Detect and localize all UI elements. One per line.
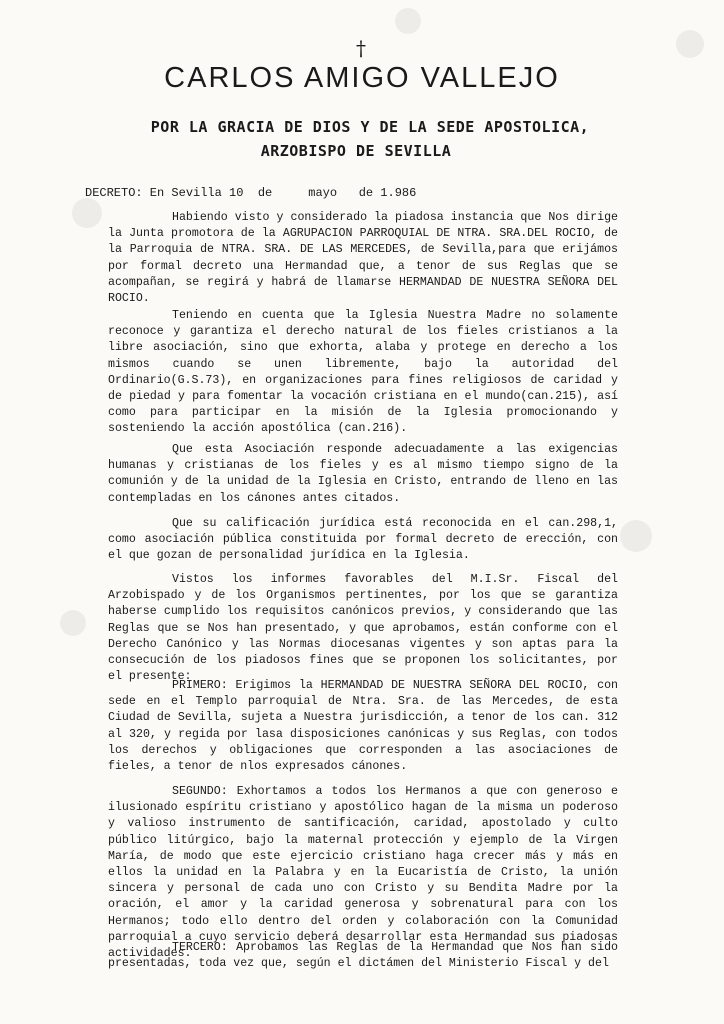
decree-day: 10: [229, 186, 244, 200]
cross-symbol: †: [356, 36, 366, 60]
subtitle-line-1: POR LA GRACIA DE DIOS Y DE LA SEDE APOSTOLICA,: [150, 118, 590, 136]
scan-speck: [620, 520, 652, 552]
decree-label: DECRETO: En Sevilla: [85, 186, 222, 200]
decree-date-line: [85, 186, 416, 200]
paragraph-church-rights: Teniendo en cuenta que la Iglesia Nuestra Madre no solamente reconoce y garantiza el derecho natural de los fieles cristianos a la libre asociación, sino que exhorta, alaba y protege en derecho a los mismos cuando se unen libremente, bajo la autoridad del Ordinario(G.S.73), en organizaciones para fines religiosos de caridad y de piedad y para fomentar la vocación cristiana en el mundo(can.215), así como para participar en la misión de la Iglesia promocionando y sosteniendo la acción apostólica (can.216).: [108, 309, 618, 436]
scan-speck: [676, 30, 704, 58]
paragraph-petition: Habiendo visto y considerado la piadosa instancia que Nos dirige la Junta promotora de la AGRUPACION PARROQUIAL DE NTRA. SRA.DEL ROCIO, de la Parroquia de NTRA. SRA. DE LAS MERCEDES, de Sevilla,para que erijámos por formal decreto una Hermandad que, a tenor de sus Reglas que se acompañan, se regirá y habrá de llamarse HERMANDAD DE NUESTRA SEÑORA DEL ROCIO.: [108, 211, 618, 306]
scan-speck: [60, 610, 86, 636]
decree-month: mayo: [308, 186, 338, 200]
decree-year: 1.986: [380, 186, 417, 200]
scan-speck: [395, 8, 421, 34]
scan-speck: [72, 198, 102, 228]
paragraph-reports: Vistos los informes favorables del M.I.Sr. Fiscal del Arzobispado y de los Organismos pertinentes, por los que se garantiza haberse cumplido los requisitos canónicos previos, y considerando que las Reglas que se Nos han presentado, y que aprobamos, están conforme con el Derecho Canónico y las Normas diocesanas vigentes y son aptas para la consecución de los piadosos fines que se proponen los solicitantes, por el presente:: [108, 573, 618, 684]
archbishop-name: CARLOS AMIGO VALLEJO: [164, 62, 560, 94]
decree-de-1: de: [257, 186, 273, 200]
paragraph-segundo: SEGUNDO: Exhortamos a todos los Hermanos a que con generoso e ilusionado espíritu cristiano y apostólico hagan de la misma un poderoso y valioso instrumento de santificación, caridad, apostolado y culto público litúrgico, bajo la maternal protección y ejemplo de la Virgen María, de modo que este ejercicio cristiano haga crecer más y más en ellos la unidad en la Palabra y en la Eucaristía de Cristo, la unión sincera y personal de cada uno con Cristo y su Bendita Madre por la oración, el amor y la caridad generosa y sobrenatural para con los Hermanos; todo ello dentro del orden y colaboración con la Comunidad parroquial a cuyo servicio deberá desarrollar esta Hermandad sus piadosas actividades.: [108, 785, 618, 961]
paragraph-association-fit: Que esta Asociación responde adecuadamente a las exigencias humanas y cristianas de los fieles y es al mismo tiempo signo de la comunión y de la unidad de la Iglesia en Cristo, entrando de lleno en las contempladas en los cánones antes citados.: [108, 443, 618, 505]
paragraph-primero: PRIMERO: Erigimos la HERMANDAD DE NUESTRA SEÑORA DEL ROCIO, con sede en el Templo parroquial de Ntra. Sra. de las Mercedes, de esta Ciudad de Sevilla, sujeta a Nuestra jurisdicción, a tenor de los can. 312 al 320, y regida por lasa disposiciones canónicas y sus Reglas, con todos los derechos y obligaciones que corresponden a las asociaciones de fieles, a tenor de nlos expresados cánones.: [108, 679, 618, 774]
decree-de-2: de: [358, 186, 374, 200]
subtitle-line-2: ARZOBISPO DE SEVILLA: [260, 142, 452, 160]
paragraph-tercero: TERCERO: Aprobamos las Reglas de la Hermandad que Nos han sido presentadas, toda vez que, según el dictámen del Ministerio Fiscal y del: [108, 941, 618, 971]
paragraph-legal-status: Que su calificación jurídica está reconocida en el can.298,1, como asociación pública constituida por formal decreto de erección, con el que gozan de personalidad jurídica en la Iglesia.: [108, 517, 618, 563]
